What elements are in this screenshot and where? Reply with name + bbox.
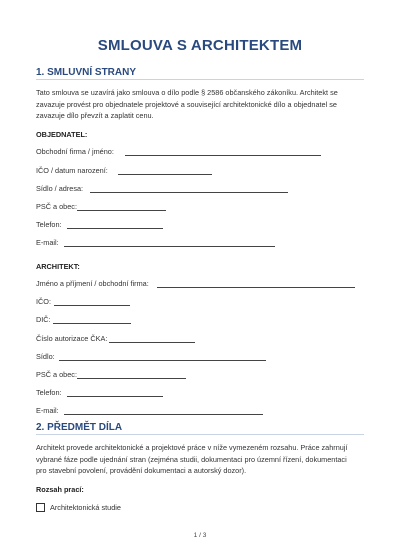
objednatel-address-field[interactable]	[36, 183, 364, 194]
field-blank-line[interactable]	[64, 246, 275, 247]
field-label: Jméno a příjmení / obchodní firma:	[36, 279, 149, 288]
architekt-name-field[interactable]	[36, 278, 364, 289]
section-1-heading: 1. SMLUVNÍ STRANY	[36, 67, 137, 78]
field-label: Číslo autorizace ČKA:	[36, 334, 108, 343]
architekt-email-field[interactable]	[36, 405, 364, 416]
scope-checkbox-label: Architektonická studie	[50, 503, 121, 512]
field-blank-line[interactable]	[53, 323, 131, 324]
field-label: IČO:	[36, 297, 51, 306]
field-blank-line[interactable]	[64, 414, 263, 415]
field-label: Telefon:	[36, 220, 62, 229]
field-label: PSČ a obec:	[36, 202, 77, 211]
field-blank-line[interactable]	[67, 396, 163, 397]
section-2-divider	[36, 434, 364, 435]
intro-line: vybrané fáze podle ujednání stran (zejména studii, dokumentaci pro územní řízení, dokumentaci	[36, 454, 347, 464]
field-label: IČO / datum narození:	[36, 166, 108, 175]
intro-line: zavazuje dílo převzít a zaplatit cenu.	[36, 111, 154, 121]
objednatel-email-field[interactable]	[36, 237, 364, 248]
intro-line: Architekt provede architektonické a projektové práce v níže vymezeném rozsahu. Práce zahrnují	[36, 443, 348, 452]
architekt-ico-field[interactable]	[36, 296, 364, 307]
intro-line: pro stavební povolení, provádění dokumentaci a autorský dozor).	[36, 466, 247, 476]
page-number: 1 / 3	[193, 532, 207, 539]
field-blank-line[interactable]	[59, 360, 266, 361]
field-label: Sídlo:	[36, 352, 55, 361]
architekt-phone-field[interactable]	[36, 387, 364, 398]
field-label: PSČ a obec:	[36, 370, 77, 379]
field-blank-line[interactable]	[67, 228, 163, 229]
objednatel-label: OBJEDNATEL:	[36, 130, 88, 139]
field-label: E-mail:	[36, 238, 59, 247]
architekt-label: ARCHITEKT:	[36, 262, 80, 271]
field-blank-line[interactable]	[77, 378, 186, 379]
field-blank-line[interactable]	[54, 305, 130, 306]
field-blank-line[interactable]	[109, 342, 195, 343]
field-label: Obchodní firma / jméno:	[36, 147, 114, 156]
field-blank-line[interactable]	[90, 192, 288, 193]
field-blank-line[interactable]	[118, 174, 212, 175]
field-blank-line[interactable]	[157, 287, 355, 288]
field-label: Sídlo / adresa:	[36, 184, 84, 193]
field-label: Telefon:	[36, 388, 62, 397]
document-title: SMLOUVA S ARCHITEKTEM	[97, 37, 303, 54]
architekt-psc-field[interactable]	[36, 369, 364, 380]
architekt-dic-field[interactable]	[36, 314, 364, 325]
field-label: E-mail:	[36, 406, 59, 415]
field-label: DIČ:	[36, 315, 51, 324]
section-2-heading: 2. PŘEDMĚT DÍLA	[36, 422, 123, 433]
section-2-intro	[36, 442, 364, 477]
scope-label: Rozsah prací:	[36, 485, 84, 494]
architekt-sidlo-field[interactable]	[36, 351, 364, 362]
objednatel-name-field[interactable]	[36, 146, 364, 157]
architekt-cka-field[interactable]	[36, 333, 364, 344]
intro-line: Tato smlouva se uzavírá jako smlouva o dílo podle § 2586 občanského zákoníku. Architekt se	[36, 88, 338, 97]
section-1-divider	[36, 79, 364, 80]
intro-line: zavazuje provést pro objednatele projektové a související architektonické dílo a objednatel se	[36, 99, 337, 109]
objednatel-ico-field[interactable]	[36, 165, 364, 176]
field-blank-line[interactable]	[125, 155, 321, 156]
scope-checkbox-studie[interactable]	[36, 503, 45, 512]
objednatel-psc-field[interactable]	[36, 201, 364, 212]
section-1-intro	[36, 87, 364, 122]
objednatel-phone-field[interactable]	[36, 219, 364, 230]
field-blank-line[interactable]	[77, 210, 166, 211]
